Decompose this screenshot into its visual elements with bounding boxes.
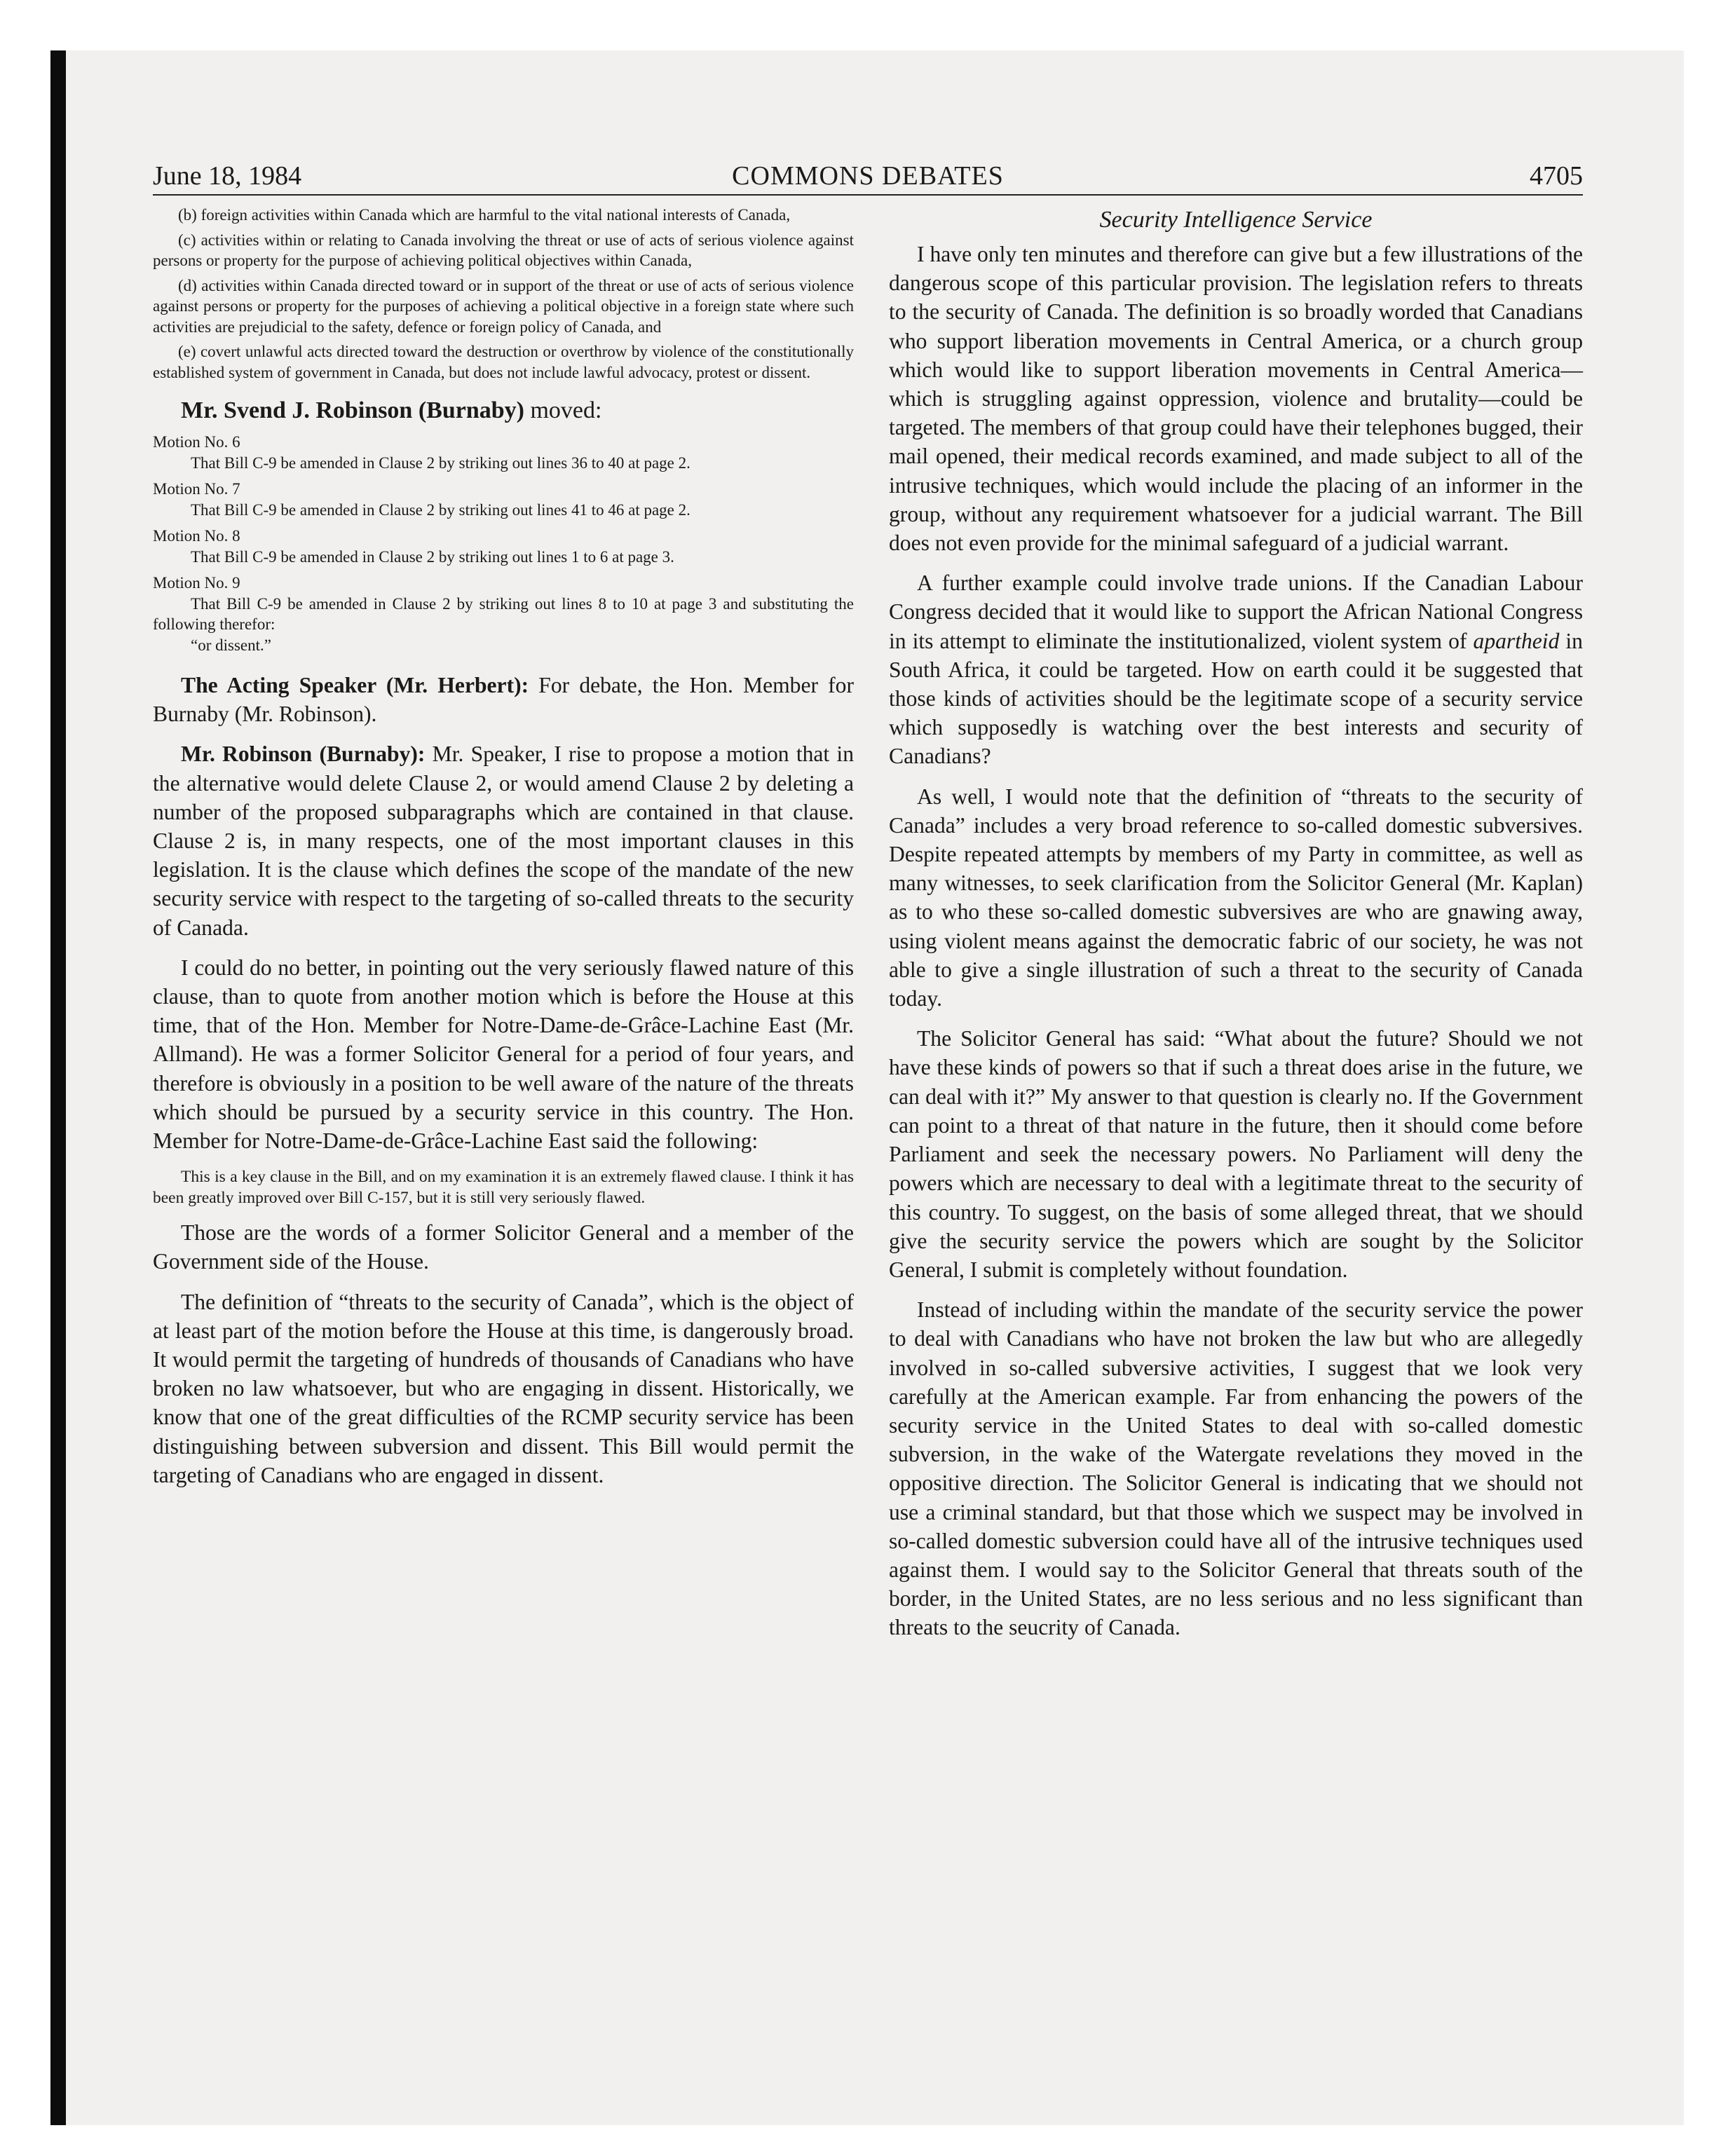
left-paragraph-4: The definition of “threats to the security of Canada”, which is the object of at least part of the motion before the House at this time, is dangerously broad. It would permit the targeting of hundreds of thousands of Canadians who have broken no law whatsoever, but who are engaging in dissent. Historically, we know that one of the great difficulties of the RCMP security service has been distinguishing between subversion and dissent. This Bill would permit the targeting of Canadians who are engaged in dissent. [153, 1289, 854, 1487]
right-paragraph-5: Instead of including within the mandate of the security service the power to deal with Canadians who have not broken the law but who are allegedly involved in so-called subversive activities, I suggest that we look very carefully at the American example. Far from enhancing the powers of the security service in the United States to deal with so-called domestic subversion, in the wake of the Watergate revelations they moved in the oppositive direction. The Solicitor General is indicating that we should not use a criminal standard, but that those which we suspect may be involved in so-called domestic subversion could have all of the intrusive techniques used against them. I would say to the Solicitor General that threats south of the border, in the United States, are no less serious and no less significant than threats to the seucrity of Canada. [889, 1297, 1583, 1640]
right-paragraph-4: The Solicitor General has said: “What about the future? Should we not have these kinds of powers so that if such a threat does arise in the future, we can deal with it?” My answer to that question is clearly no. If the Government can point to a threat of that nature in the future, then it should come before Parliament and seek the necessary powers. No Parliament will deny the powers which are necessary to deal with a legitimate threat to the security of this country. To suggest, on the basis of some alleged threat, that we should give the security service the powers which are sought by the Solicitor General, I submit is completely without foundation. [889, 1026, 1583, 1282]
motion-label: Motion No. 7 [153, 480, 240, 498]
header-rule [153, 194, 1583, 196]
motion-9-quote: “or dissent.” [191, 636, 271, 654]
header-date: June 18, 1984 [153, 161, 302, 191]
mover-verb: moved: [524, 397, 602, 423]
motion-label: Motion No. 8 [153, 527, 240, 545]
speaker-name: The Acting Speaker (Mr. Herbert): [181, 673, 529, 697]
motion-text: That Bill C-9 be amended in Clause 2 by striking out lines 8 to 10 at page 3 and substituting the following therefor: [153, 594, 854, 633]
header-title: COMMONS DEBATES [732, 161, 1004, 191]
robinson-text: Mr. Speaker, I rise to propose a motion that in the alternative would delete Clause 2, or would amend Clause 2 by deleting a number of the proposed subparagraphs which are contained in that clause. Clause 2 is, in many respects, one of the most important clauses in this legislation. It is the clause which defines the scope of the mandate of the new security service with respect to the targeting of so-called threats to the security of Canada. [153, 742, 854, 940]
scan-edge-shadow [50, 50, 66, 2125]
motion-text: That Bill C-9 be amended in Clause 2 by striking out lines 36 to 40 at page 2. [191, 453, 690, 472]
left-column [153, 205, 854, 1489]
speaker-text: For debate, the Hon. Member for Burnaby (Mr. Robinson). [153, 673, 854, 727]
header-page-number: 4705 [1530, 161, 1583, 191]
right-paragraph-2-text-end: in South Africa, it could be targeted. How on earth could it be suggested that those kinds of activities should be the legitimate scope of a security service which supposedly is watching over the best interests and security of Canadians? [889, 628, 1583, 769]
section-title: Security Intelligence Service [1099, 207, 1373, 233]
right-paragraph-3: As well, I would note that the definition of “threats to the security of Canada” includes a very broad reference to so-called domestic subversives. Despite repeated attempts by members of my Party in committee, as well as many witnesses, to seek clarification from the Solicitor General (Mr. Kaplan) as to who these so-called domestic subversives are who are gnawing away, using violent means against the democratic fabric of our society, he was not able to give a single illustration of such a threat to the security of Canada today. [889, 784, 1583, 1011]
motion-text: That Bill C-9 be amended in Clause 2 by striking out lines 1 to 6 at page 3. [191, 547, 674, 566]
robinson-name: Mr. Robinson (Burnaby): [181, 742, 426, 767]
allmand-quote: This is a key clause in the Bill, and on my examination it is an extremely flawed clause. I think it has been greatly improved over Bill C-157, but it is still very seriously flawed. [153, 1168, 854, 1208]
mover-heading [153, 395, 854, 426]
motion-label: Motion No. 9 [153, 574, 240, 592]
robinson-paragraph [153, 739, 854, 941]
right-paragraph-1: I have only ten minutes and therefore can give but a few illustrations of the dangerous scope of this particular provision. The legislation refers to threats to the security of Canada. The definition is so broadly worded that Canadians who support liberation movements in Central America, or a church group which would like to support liberation movements in Central America—which is struggling against oppression, violence and brutality—could be targeted. The members of that group could have their telephones bugged, their mail opened, their medical records examined, and made subject to all of the intrusive techniques, which would include the placing of an informer in the group, without any requirement whatsoever for a judicial warrant. The Bill does not even provide for the minimal safeguard of a judicial warrant. [889, 242, 1583, 556]
clause-e: (e) covert unlawful acts directed toward the destruction or overthrow by violence of the constitutionally established system of government in Canada, but does not include lawful advocacy, protest or dissent. [153, 343, 854, 381]
clause-c: (c) activities within or relating to Canada involving the threat or use of acts of serious violence against persons or property for the purpose of achieving political objectives within Canada, [153, 231, 854, 269]
mover-name: Mr. Svend J. Robinson (Burnaby) [181, 397, 524, 423]
left-paragraph-3: Those are the words of a former Solicitor General and a member of the Government side of the House. [153, 1220, 854, 1274]
motion-text: That Bill C-9 be amended in Clause 2 by striking out lines 41 to 46 at page 2. [191, 500, 690, 519]
page-header [153, 160, 1583, 192]
right-paragraph-2-text: A further example could involve trade unions. If the Canadian Labour Congress decided that it would like to support the African National Congress in its attempt to eliminate the institutionalized, violent system of [889, 571, 1583, 653]
motion-label: Motion No. 6 [153, 433, 240, 451]
clause-b: (b) foreign activities within Canada which are harmful to the vital national interests of Canada, [178, 206, 791, 224]
right-column [889, 205, 1583, 1642]
speaker-paragraph [153, 671, 854, 728]
right-paragraph-2-italic: apartheid [1473, 628, 1560, 653]
right-paragraph-2 [889, 568, 1583, 770]
left-paragraph-2: I could do no better, in pointing out the very seriously flawed nature of this clause, than to quote from another motion which is before the House at this time, that of the Hon. Member for Notre-Dame-de-Grâce-Lachine East (Mr. Allmand). He was a former Solicitor General for a period of four years, and therefore is obviously in a position to be well aware of the nature of the threats which should be pursued by a security service in this country. The Hon. Member for Notre-Dame-de-Grâce-Lachine East said the following: [153, 955, 854, 1154]
clause-d: (d) activities within Canada directed toward or in support of the threat or use of acts of serious violence against persons or property for the purposes of achieving a political objective in a foreign state where such activities are prejudicial to the safety, defence or foreign policy of Canada, and [153, 276, 854, 336]
